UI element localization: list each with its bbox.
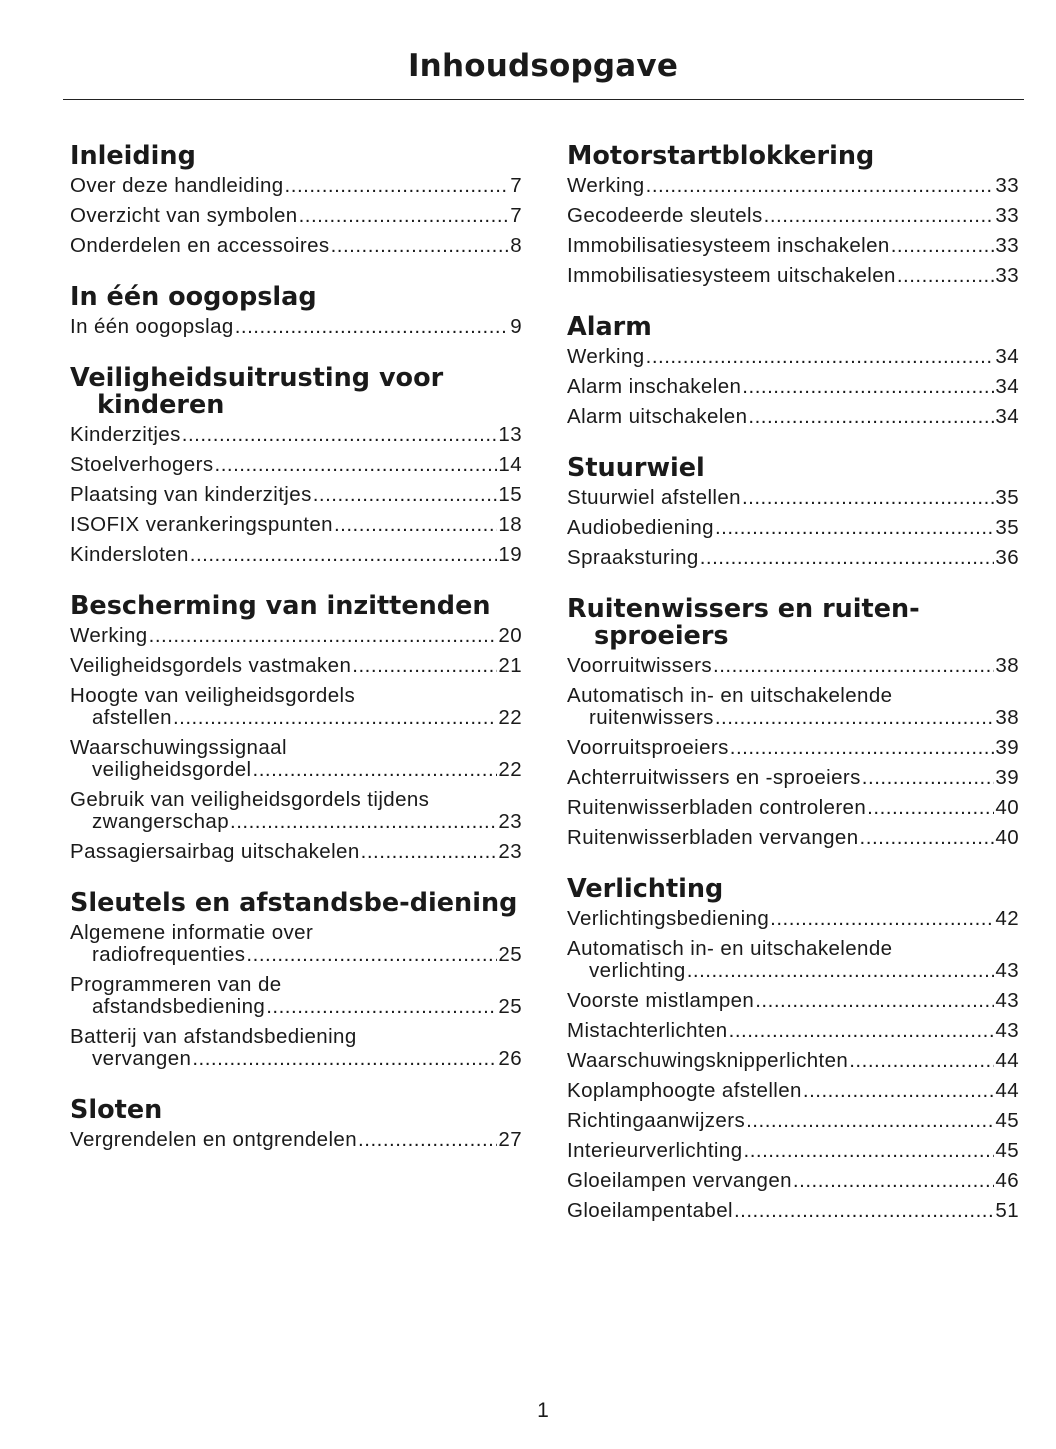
dot-leader <box>361 841 498 863</box>
dot-leader <box>729 1020 995 1042</box>
toc-entry-line <box>567 827 1019 849</box>
toc-entry-line <box>567 655 1019 677</box>
dot-leader <box>646 346 995 368</box>
toc-entry[interactable] <box>70 655 522 677</box>
toc-entry-line <box>70 235 522 257</box>
toc-entry[interactable] <box>70 205 522 227</box>
section-title: Stuurwiel <box>567 453 705 483</box>
dot-leader <box>215 454 498 476</box>
dot-leader <box>149 625 498 647</box>
toc-left-column <box>70 143 522 1178</box>
toc-entry-label: Gloeilampen vervangen <box>567 1169 792 1192</box>
toc-entry-line <box>567 707 1019 729</box>
toc-entry-page: 42 <box>995 907 1019 930</box>
toc-entry-page: 13 <box>498 423 522 446</box>
toc-entry[interactable] <box>70 737 522 781</box>
toc-entry-page: 20 <box>498 624 522 647</box>
toc-entry-page: 22 <box>498 706 522 729</box>
dot-leader <box>734 1200 994 1222</box>
section-title: Sleutels en afstandsbe-diening <box>70 888 518 918</box>
toc-entry-page: 34 <box>995 345 1019 368</box>
toc-entry-page: 7 <box>510 174 522 197</box>
toc-entry[interactable] <box>567 376 1019 398</box>
toc-entry-page: 45 <box>995 1109 1019 1132</box>
toc-entry-page: 14 <box>498 453 522 476</box>
toc-entry-page: 51 <box>995 1199 1019 1222</box>
toc-entry-page: 34 <box>995 405 1019 428</box>
toc-entry[interactable] <box>567 827 1019 849</box>
dot-leader <box>742 487 994 509</box>
toc-section-stuurwiel <box>567 455 1019 569</box>
toc-entry-label: Ruitenwisserbladen controleren <box>567 796 867 819</box>
toc-entry[interactable] <box>567 737 1019 759</box>
dot-leader <box>190 544 498 566</box>
toc-entry-line <box>70 544 522 566</box>
toc-entry-label-first-line: Waarschuwingssignaal <box>70 736 287 759</box>
toc-entry-page: 43 <box>995 959 1019 982</box>
toc-entry-line <box>567 487 1019 509</box>
toc-entry-line <box>567 235 1019 257</box>
toc-entry-label: Vergrendelen en ontgrendelen <box>70 1128 358 1151</box>
section-title: Motorstartblokkering <box>567 141 875 171</box>
toc-entry-page: 9 <box>510 315 522 338</box>
toc-entry-label: Overzicht van symbolen <box>70 204 298 227</box>
toc-entry-page: 7 <box>510 204 522 227</box>
toc-entry[interactable] <box>567 346 1019 368</box>
toc-entry[interactable] <box>70 235 522 257</box>
dot-leader <box>715 707 995 729</box>
section-title: Alarm <box>567 312 652 342</box>
toc-entry-line <box>567 1170 1019 1192</box>
toc-entry-label: Werking <box>567 345 645 368</box>
toc-entry[interactable] <box>567 517 1019 539</box>
toc-entry-label: Kindersloten <box>70 543 189 566</box>
dot-leader <box>867 797 994 819</box>
toc-right-column <box>567 143 1019 1249</box>
dot-leader <box>299 205 510 227</box>
toc-entry-label: Verlichtingsbediening <box>567 907 770 930</box>
toc-entry[interactable] <box>70 484 522 506</box>
toc-entry[interactable] <box>70 316 522 338</box>
toc-entry[interactable] <box>567 797 1019 819</box>
toc-entry-line <box>70 175 522 197</box>
toc-entry[interactable] <box>567 1080 1019 1102</box>
toc-entry[interactable] <box>567 908 1019 930</box>
title-divider <box>63 99 1024 100</box>
toc-section-verlichting <box>567 876 1019 1222</box>
toc-entry-label: Immobilisatiesysteem uitschakelen <box>567 264 896 287</box>
toc-entry-label: Veiligheidsgordels vastmaken <box>70 654 352 677</box>
toc-section-inleiding <box>70 143 522 257</box>
dot-leader <box>849 1050 994 1072</box>
toc-entry[interactable] <box>70 1129 522 1151</box>
toc-entry[interactable] <box>567 175 1019 197</box>
toc-entry-line <box>567 265 1019 287</box>
section-title: Verlichting <box>567 874 724 904</box>
toc-entry-line <box>567 406 1019 428</box>
toc-entry-line <box>70 759 522 781</box>
toc-entry-page: 45 <box>995 1139 1019 1162</box>
toc-entry-page: 25 <box>498 995 522 1018</box>
toc-entry-line <box>567 346 1019 368</box>
dot-leader <box>793 1170 994 1192</box>
dot-leader <box>891 235 995 257</box>
toc-entry[interactable] <box>70 922 522 966</box>
toc-entry-page: 35 <box>995 486 1019 509</box>
toc-entry-page: 26 <box>498 1047 522 1070</box>
dot-leader <box>764 205 995 227</box>
toc-entry-page: 33 <box>995 264 1019 287</box>
dot-leader <box>687 960 995 982</box>
dot-leader <box>770 908 994 930</box>
toc-entry[interactable] <box>70 685 522 729</box>
toc-entry-page: 35 <box>995 516 1019 539</box>
toc-entry-label: Voorste mistlampen <box>567 989 755 1012</box>
toc-entry[interactable] <box>567 235 1019 257</box>
toc-section-ruitenwissers-en-ruiten-sproeiers <box>567 596 1019 849</box>
toc-entry-line <box>567 1080 1019 1102</box>
toc-entry-line <box>567 517 1019 539</box>
toc-entry-page: 43 <box>995 1019 1019 1042</box>
page-title: Inhoudsopgave <box>407 48 679 84</box>
toc-entry-line <box>70 996 522 1018</box>
toc-entry-label: In één oogopslag <box>70 315 234 338</box>
dot-leader <box>713 655 994 677</box>
toc-entry-line <box>567 1050 1019 1072</box>
toc-entry-label: Gecodeerde sleutels <box>567 204 763 227</box>
section-title: Sloten <box>70 1095 163 1125</box>
toc-entry-line <box>567 1110 1019 1132</box>
toc-entry-label-first-line: Programmeren van de <box>70 973 282 996</box>
toc-entry-page: 36 <box>995 546 1019 569</box>
toc-entry[interactable] <box>567 547 1019 569</box>
toc-entry-label-first-line: Batterij van afstandsbediening <box>70 1025 357 1048</box>
toc-entry-line <box>567 797 1019 819</box>
toc-entry-label: Richtingaanwijzers <box>567 1109 746 1132</box>
toc-entry[interactable] <box>70 424 522 446</box>
toc-entry-page: 33 <box>995 204 1019 227</box>
toc-entry-page: 40 <box>995 796 1019 819</box>
toc-entry[interactable] <box>567 1170 1019 1192</box>
toc-entry-page: 38 <box>995 706 1019 729</box>
page-number: 1 <box>537 1399 549 1422</box>
toc-entry-page: 38 <box>995 654 1019 677</box>
toc-entry-label: radiofrequenties <box>92 943 246 966</box>
toc-entry-label: Onderdelen en accessoires <box>70 234 330 257</box>
toc-entry-label: Over deze handleiding <box>70 174 284 197</box>
toc-entry[interactable] <box>70 544 522 566</box>
toc-entry[interactable] <box>70 625 522 647</box>
toc-entry-label: ruitenwissers <box>589 706 714 729</box>
dot-leader <box>331 235 510 257</box>
toc-entry-page: 23 <box>498 810 522 833</box>
toc-entry-page: 33 <box>995 234 1019 257</box>
section-title: Ruitenwissers en ruiten-sproeiers <box>567 594 920 651</box>
toc-entry-label: Werking <box>567 174 645 197</box>
toc-entry-page: 33 <box>995 174 1019 197</box>
dot-leader <box>803 1080 995 1102</box>
dot-leader <box>358 1129 497 1151</box>
toc-section-in-een-oogopslag <box>70 284 522 338</box>
toc-entry-line <box>567 376 1019 398</box>
toc-entry-label: Voorruitwissers <box>567 654 712 677</box>
section-title: In één oogopslag <box>70 282 317 312</box>
toc-entry-label: Werking <box>70 624 148 647</box>
toc-entry[interactable] <box>567 406 1019 428</box>
toc-entry-page: 34 <box>995 375 1019 398</box>
toc-entry-line <box>567 1140 1019 1162</box>
dot-leader <box>285 175 510 197</box>
toc-entry[interactable] <box>567 1020 1019 1042</box>
toc-entry[interactable] <box>70 514 522 536</box>
toc-entry[interactable] <box>70 974 522 1018</box>
dot-leader <box>746 1110 994 1132</box>
toc-entry-line <box>70 1129 522 1151</box>
dot-leader <box>246 944 497 966</box>
toc-entry-line <box>70 316 522 338</box>
toc-entry-label: Kinderzitjes <box>70 423 181 446</box>
toc-section-sleutels-en-afstandsbe-diening <box>70 890 522 1070</box>
toc-entry-label: Stuurwiel afstellen <box>567 486 741 509</box>
section-title: Inleiding <box>70 141 196 171</box>
toc-entry-line <box>567 205 1019 227</box>
toc-entry-page: 44 <box>995 1049 1019 1072</box>
dot-leader <box>897 265 995 287</box>
toc-entry-line <box>70 655 522 677</box>
dot-leader <box>230 811 497 833</box>
dot-leader <box>266 996 497 1018</box>
toc-entry[interactable] <box>567 938 1019 982</box>
toc-entry-line <box>567 990 1019 1012</box>
toc-entry-page: 39 <box>995 766 1019 789</box>
toc-entry-line <box>70 205 522 227</box>
toc-entry-label: Alarm inschakelen <box>567 375 742 398</box>
toc-entry-line <box>70 454 522 476</box>
toc-entry-label: Interieurverlichting <box>567 1139 743 1162</box>
toc-entry-label-first-line: Automatisch in- en uitschakelende <box>567 937 893 960</box>
toc-entry[interactable] <box>567 1110 1019 1132</box>
toc-entry[interactable] <box>567 1050 1019 1072</box>
toc-entry-label: ISOFIX verankeringspunten <box>70 513 333 536</box>
dot-leader <box>235 316 509 338</box>
toc-section-motorstartblokkering <box>567 143 1019 287</box>
toc-entry-label: Stoelverhogers <box>70 453 214 476</box>
toc-entry-label: Alarm uitschakelen <box>567 405 748 428</box>
toc-section-veiligheidsuitrusting-voor-kinderen <box>70 365 522 566</box>
toc-entry-line <box>70 484 522 506</box>
toc-entry-line <box>567 175 1019 197</box>
toc-entry-label: vervangen <box>92 1047 192 1070</box>
toc-entry-label: Waarschuwingsknipperlichten <box>567 1049 849 1072</box>
toc-entry[interactable] <box>567 990 1019 1012</box>
toc-entry-label: Koplamphoogte afstellen <box>567 1079 802 1102</box>
dot-leader <box>313 484 498 506</box>
dot-leader <box>748 406 994 428</box>
toc-entry-label-first-line: Algemene informatie over <box>70 921 314 944</box>
toc-entry-line <box>567 737 1019 759</box>
toc-entry-page: 46 <box>995 1169 1019 1192</box>
toc-entry-page: 23 <box>498 840 522 863</box>
dot-leader <box>730 737 995 759</box>
dot-leader <box>646 175 995 197</box>
toc-entry-page: 22 <box>498 758 522 781</box>
toc-entry-label: Achterruitwissers en -sproeiers <box>567 766 861 789</box>
toc-entry-line <box>567 960 1019 982</box>
toc-entry-label-first-line: Gebruik van veiligheidsgordels tijdens <box>70 788 430 811</box>
toc-entry-label-first-line: Hoogte van veiligheidsgordels <box>70 684 356 707</box>
toc-entry-line <box>70 424 522 446</box>
toc-entry-line <box>567 767 1019 789</box>
toc-entry-page: 18 <box>498 513 522 536</box>
toc-entry-label: afstandsbediening <box>92 995 266 1018</box>
toc-entry-label: Ruitenwisserbladen vervangen <box>567 826 859 849</box>
toc-entry-label: Spraaksturing <box>567 546 699 569</box>
toc-entry-line <box>70 625 522 647</box>
toc-entry-line <box>70 707 522 729</box>
toc-section-alarm <box>567 314 1019 428</box>
toc-entry-page: 39 <box>995 736 1019 759</box>
toc-entry-label: zwangerschap <box>92 810 229 833</box>
dot-leader <box>182 424 498 446</box>
dot-leader <box>253 759 498 781</box>
section-title: Veiligheidsuitrusting voor kinderen <box>70 363 444 420</box>
toc-entry-line <box>70 841 522 863</box>
toc-entry-line <box>567 908 1019 930</box>
toc-entry-label: afstellen <box>92 706 172 729</box>
toc-entry-page: 40 <box>995 826 1019 849</box>
toc-entry[interactable] <box>70 1026 522 1070</box>
toc-entry[interactable] <box>567 265 1019 287</box>
toc-entry[interactable] <box>567 655 1019 677</box>
toc-entry[interactable] <box>567 767 1019 789</box>
dot-leader <box>352 655 497 677</box>
toc-entry-label: Plaatsing van kinderzitjes <box>70 483 312 506</box>
toc-entry-page: 19 <box>498 543 522 566</box>
toc-entry-page: 27 <box>498 1128 522 1151</box>
toc-entry[interactable] <box>567 685 1019 729</box>
toc-entry-label: Gloeilampentabel <box>567 1199 733 1222</box>
toc-entry-line <box>567 1020 1019 1042</box>
toc-entry-line <box>70 514 522 536</box>
toc-entry-label-first-line: Automatisch in- en uitschakelende <box>567 684 893 707</box>
toc-entry-line <box>70 1048 522 1070</box>
toc-entry-page: 21 <box>498 654 522 677</box>
toc-entry-page: 43 <box>995 989 1019 1012</box>
toc-entry-label: Passagiersairbag uitschakelen <box>70 840 360 863</box>
toc-entry[interactable] <box>70 454 522 476</box>
dot-leader <box>744 1140 995 1162</box>
toc-entry-page: 44 <box>995 1079 1019 1102</box>
toc-entry-line <box>567 1200 1019 1222</box>
dot-leader <box>700 547 995 569</box>
toc-entry[interactable] <box>70 841 522 863</box>
toc-entry[interactable] <box>567 205 1019 227</box>
dot-leader <box>860 827 995 849</box>
toc-entry-line <box>70 944 522 966</box>
toc-entry[interactable] <box>70 789 522 833</box>
toc-entry-page: 15 <box>498 483 522 506</box>
dot-leader <box>334 514 497 536</box>
toc-entry[interactable] <box>567 1200 1019 1222</box>
toc-entry-label: Mistachterlichten <box>567 1019 728 1042</box>
toc-section-sloten <box>70 1097 522 1151</box>
toc-entry-label: verlichting <box>589 959 686 982</box>
toc-entry-label: veiligheidsgordel <box>92 758 252 781</box>
toc-entry[interactable] <box>70 175 522 197</box>
toc-section-bescherming-van-inzittenden <box>70 593 522 863</box>
toc-entry-page: 25 <box>498 943 522 966</box>
toc-entry[interactable] <box>567 487 1019 509</box>
toc-entry-line <box>70 811 522 833</box>
dot-leader <box>742 376 994 398</box>
dot-leader <box>715 517 994 539</box>
toc-entry-line <box>567 547 1019 569</box>
toc-entry-label: Audiobediening <box>567 516 714 539</box>
dot-leader <box>862 767 995 789</box>
dot-leader <box>173 707 497 729</box>
toc-entry-label: Immobilisatiesysteem inschakelen <box>567 234 890 257</box>
toc-entry-page: 8 <box>510 234 522 257</box>
dot-leader <box>192 1048 497 1070</box>
toc-entry-label: Voorruitsproeiers <box>567 736 729 759</box>
toc-entry[interactable] <box>567 1140 1019 1162</box>
section-title: Bescherming van inzittenden <box>70 591 491 621</box>
dot-leader <box>755 990 994 1012</box>
